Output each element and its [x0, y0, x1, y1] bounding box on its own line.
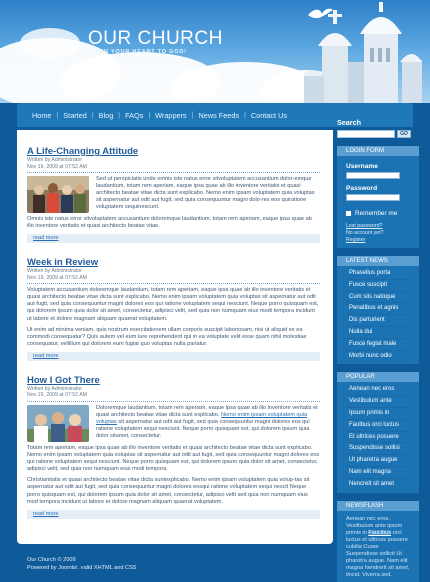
- article-title[interactable]: Week in Review: [27, 257, 99, 269]
- newsflash-text-part: Aenean nec eros. Vestibulum ante ipsum primis in: [346, 515, 403, 536]
- search-row: [337, 130, 419, 138]
- latest-news-item[interactable]: Nulla dui: [346, 327, 411, 339]
- read-more-link[interactable]: read more: [27, 234, 320, 243]
- article-paragraph: Totam rem aperiam, eaque ipsa quae ab illo inventore veritatis et quasi architecto beatae vitae dicta sunt explicabo. Nemo enim ipsam voluptatem quia voluptas sit aspernatur aut odit aut fugit, sed quia consequuntur magni dolores eos qui ratione voluptatem sequi nesciunt. Neque porro quisquam est, qui dolorem ipsum quia dolor sit amet, consectetur, adipisci velit, sed quia non numquam eius modi tempora.: [27, 444, 320, 473]
- article-title[interactable]: A Life-Changing Attitude: [27, 146, 139, 157]
- article-photo: [27, 176, 89, 213]
- username-label: Username: [346, 163, 378, 170]
- latest-news-box: [337, 256, 419, 364]
- read-more-link[interactable]: read more: [27, 352, 320, 361]
- lost-password-link[interactable]: Lost password?: [346, 223, 383, 229]
- sidebar: [337, 118, 419, 582]
- article-date: Nov 19, 2009 at 07:52 AM: [27, 392, 87, 399]
- latest-news-item[interactable]: Penatibus et agnis: [346, 303, 411, 315]
- nav-blog[interactable]: Blog: [98, 110, 114, 120]
- article-inline-link[interactable]: Nemo enim ipsam voluptatem quia voluptas: [96, 412, 308, 426]
- article-paragraph: Christianitatis et quasi architecto beatae vitae dicta suntexplicabo. Nemo enim ipsam voluptatem quia volup-tas sit aspernatur aut odit aut fugit, sed quia consequuntur magni dolores eosqui ratione voluptatem sequi nescit Neque porro quisquam est, qui dolorem ipsum quia dolor sit amet, consectetur, adipisci velit sed quia non numquam eius mod tempora incidunt ut labore et dolore magnam aliquam quaerat voluptatem.: [27, 477, 310, 505]
- popular-box: [337, 372, 419, 492]
- latest-news-item[interactable]: Fusce feglat male: [346, 339, 411, 351]
- nav-separator: |: [191, 111, 194, 119]
- article-text: Doloremque laudantium, totam rem aperiam, eaque ipsa quae ab illo inventore veritatis et quasi architecto beatae vitae dicta sunt explicabo.: [96, 404, 318, 419]
- article-date: Nov 19, 2009 at 07:52 AM: [27, 274, 87, 281]
- popular-item[interactable]: Faulbus orci luctus: [346, 420, 411, 432]
- nav-separator: |: [244, 111, 246, 119]
- box-title: POPULAR: [337, 372, 419, 382]
- popular-item[interactable]: Nam elit magna: [346, 467, 411, 479]
- article-body: [27, 287, 320, 348]
- remember-me-label: Remember me: [355, 210, 398, 217]
- login-form-box: [337, 146, 419, 248]
- latest-news-item[interactable]: Fusce suscipit: [346, 280, 411, 292]
- article: [27, 146, 320, 243]
- search-go-button[interactable]: GO: [397, 130, 411, 138]
- nav-separator: |: [148, 111, 151, 119]
- dotted-divider: [27, 283, 320, 284]
- article-paragraph: Voluptatem accusantium doloremque laudantium, totam rem aperiam, eaque ipsa quae ab illo inventore veritatis et quasi architecto beatae vitae dicta sunt explicabo. Nemo enim ipsam voluptatem quia voluptas sit aspernatur aut odit aut fugit, sed quia consequuntur magni dolores eos qui ratione voluptatem sequi nesciunt. Neque porro quisquam est, qui dolorem ipsum quia dolor sit amet, consectetur, adipisci velit, sed quia non numquam eius modi tempora incidunt ut labore et dolore magnam aliquam quaerat voluptatem.: [27, 287, 319, 322]
- nav-home[interactable]: Home: [32, 110, 52, 120]
- remember-me-checkbox[interactable]: [346, 211, 351, 216]
- no-account-text: No account yet?: [346, 230, 384, 236]
- register-link[interactable]: Register: [346, 237, 366, 243]
- popular-item[interactable]: Vestibulum ante: [346, 396, 411, 408]
- article-body: [27, 176, 320, 230]
- box-title: LATEST NEWS: [337, 256, 419, 266]
- popular-item[interactable]: Et ultrices posuere: [346, 432, 411, 444]
- popular-item[interactable]: Ipsum primis in: [346, 408, 411, 420]
- site-title[interactable]: OUR CHURCH: [88, 28, 223, 49]
- newsflash-text: [337, 511, 419, 582]
- dotted-divider: [27, 401, 320, 402]
- nav-separator: |: [91, 111, 94, 119]
- main-content: [17, 130, 333, 544]
- nav-started[interactable]: Started: [63, 110, 87, 120]
- article-body: [27, 405, 320, 506]
- latest-news-item[interactable]: Phasellus porta: [346, 268, 411, 280]
- nav-wrappers[interactable]: Wrappers: [155, 110, 187, 120]
- article: [27, 375, 320, 519]
- nav-contact-us[interactable]: Contact Us: [250, 110, 287, 120]
- article-author: Written by Administrator: [27, 385, 82, 392]
- article-text: sit aspernatur aut odit aut fugit, sed quia consequuntur magni dolores eos qui ratione voluptatem sequi nesciunt. Neque porro quisquam est, qui dolorem ipsum quia dolor sitamet, consectetur.: [96, 419, 310, 440]
- latest-news-item[interactable]: Dis parturient: [346, 315, 411, 327]
- latest-news-item[interactable]: Morbi nunc odio: [346, 351, 411, 363]
- article-title[interactable]: How I Got There: [27, 374, 100, 386]
- article: [27, 257, 320, 361]
- popular-item[interactable]: Aenean nec eros: [346, 384, 411, 396]
- popular-item[interactable]: Nencreit sit amet: [346, 479, 411, 491]
- password-label: Password: [346, 185, 378, 192]
- article-photo: [27, 405, 89, 442]
- article-paragraph: Omnis iste natus error sitvoluptatem accusantium doloremque laudantium, totam rem aperiam, eaque ipsa quae ab illo inventore veritatis et quasi architecto beatae vitae.: [27, 216, 312, 230]
- church-illustration: [304, 2, 422, 103]
- popular-item[interactable]: Suspendisse sollisi: [346, 443, 411, 455]
- search-label: Search: [337, 118, 361, 127]
- box-title: LOGIN FORM: [337, 146, 419, 156]
- article-author: Written by Administrator: [27, 157, 82, 163]
- read-more-link[interactable]: read more: [27, 510, 320, 519]
- footer: [27, 556, 137, 572]
- nav-faqs[interactable]: FAQs: [125, 110, 144, 120]
- footer-copyright: Our Church © 2009: [27, 557, 76, 563]
- cloud-decoration: [20, 28, 80, 58]
- nav-separator: |: [56, 111, 59, 119]
- article-author: Written by Administrator: [27, 268, 82, 275]
- article-paragraph: Sed ut perspiciatis unde omnis iste natus error sitvoluptatem accusantium dolor-emque laudantium, totam rem aperiam, eaque ipsa quae ab illo inventore veritatis et quasi architecto beatae vitae dicta sunt explicabo. Nemo enim ipsam voluptatem quia voluptas sit aspernatur aut odit aut fugit, sed quia consequuntur magni dolo-res eos quiratione voluptatem sequinescunt.: [96, 176, 315, 211]
- username-field[interactable]: [346, 172, 400, 179]
- footer-powered-by: Powered by Joomla!. valid XHTML and CSS: [27, 565, 137, 571]
- box-title: NEWSFLASH: [337, 501, 419, 511]
- search-input[interactable]: [337, 130, 395, 138]
- newsflash-highlight-link[interactable]: Faucibus: [368, 529, 392, 536]
- dotted-divider: [27, 172, 320, 173]
- nav-news-feeds[interactable]: News Feeds: [198, 110, 240, 120]
- newsflash-text-part: orci luctus et ultrices posuere cubilia Curae Suspendisse sollicit Ut pharetra augue. Nam elit magna hendrerit sit amet, tincid. Viverra sed.: [346, 529, 410, 578]
- header-banner: [0, 0, 430, 103]
- site-tagline: OPEN YOUR HEART TO GOD!: [90, 49, 187, 55]
- popular-item[interactable]: Ut pharetra augue: [346, 455, 411, 467]
- latest-news-item[interactable]: Cum siis natoque: [346, 292, 411, 304]
- remember-me-row: [346, 210, 411, 217]
- password-field[interactable]: [346, 194, 400, 201]
- newsflash-box: [337, 501, 419, 582]
- nav-separator: |: [118, 111, 121, 119]
- article-paragraph: Ut enim ad minima veniam, quis nostrum exercitationem ullam corporis suscipit laboriosam, nisi ut aliquid ex ea commodi consequatur? Quis autem vel eum iure reprehenderit qui in ea voluptate velit esse quam nihil molestiae consequatur, vellillum qui dolorem eum fugiat quo voluptas nulla pariatur.: [27, 326, 307, 347]
- article-date: Nov 19, 2009 at 07:52 AM: [27, 163, 87, 170]
